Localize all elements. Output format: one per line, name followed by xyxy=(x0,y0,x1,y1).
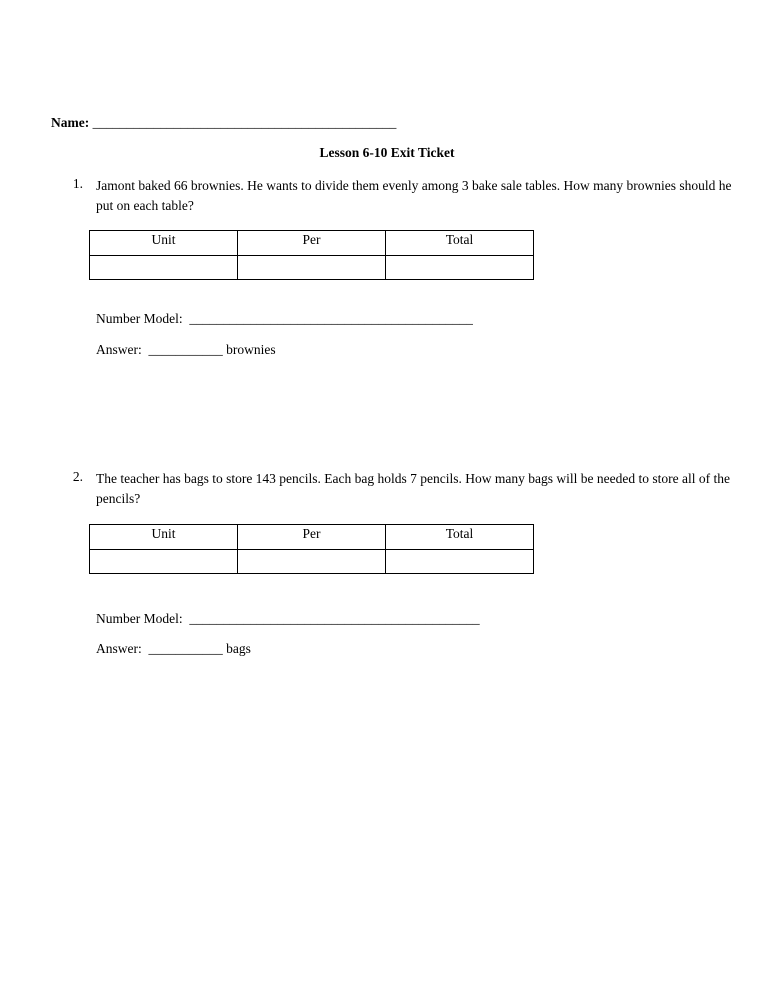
table-header-per: Per xyxy=(238,231,386,256)
table-cell-per[interactable] xyxy=(238,550,386,574)
question-1-answer xyxy=(96,342,276,358)
answer-label: Answer: xyxy=(96,342,142,357)
table-header-total: Total xyxy=(386,231,534,256)
question-2-answer xyxy=(96,641,251,657)
table-header-unit: Unit xyxy=(90,231,238,256)
question-1-unit-per-total-table xyxy=(89,230,534,280)
table-header-per: Per xyxy=(238,525,386,550)
table-cell-total[interactable] xyxy=(386,550,534,574)
question-2-unit-per-total-table xyxy=(89,524,534,574)
table-header-total: Total xyxy=(386,525,534,550)
number-model-blank-line[interactable]: __________________________________________ xyxy=(189,311,473,326)
table-cell-per[interactable] xyxy=(238,256,386,280)
answer-blank-line[interactable]: ___________ xyxy=(148,641,223,656)
table-header-unit: Unit xyxy=(90,525,238,550)
question-2-text: The teacher has bags to store 143 pencils. Each bag holds 7 pencils. How many bags will be needed to store all of the pencils? xyxy=(96,471,730,506)
answer-unit: brownies xyxy=(226,342,276,357)
question-2-number: 2. xyxy=(72,469,83,484)
question-1-number-model xyxy=(96,311,473,327)
table-cell-unit[interactable] xyxy=(90,550,238,574)
question-1-number: 1. xyxy=(72,176,83,191)
answer-unit: bags xyxy=(226,641,251,656)
page-title: Lesson 6-10 Exit Ticket xyxy=(319,145,455,160)
answer-label: Answer: xyxy=(96,641,142,656)
answer-blank-line[interactable]: ___________ xyxy=(148,342,223,357)
name-label: Name: xyxy=(51,115,90,130)
name-row xyxy=(51,115,396,131)
number-model-label: Number Model: xyxy=(96,311,183,326)
question-2-number-model xyxy=(96,611,480,627)
table-cell-total[interactable] xyxy=(386,256,534,280)
number-model-label: Number Model: xyxy=(96,611,183,626)
name-blank-line[interactable]: _____________________________________________ xyxy=(92,115,397,130)
number-model-blank-line[interactable]: ___________________________________________ xyxy=(189,611,480,626)
table-cell-unit[interactable] xyxy=(90,256,238,280)
question-1-text: Jamont baked 66 brownies. He wants to divide them evenly among 3 bake sale tables. How many brownies should he put on each table? xyxy=(96,178,732,213)
